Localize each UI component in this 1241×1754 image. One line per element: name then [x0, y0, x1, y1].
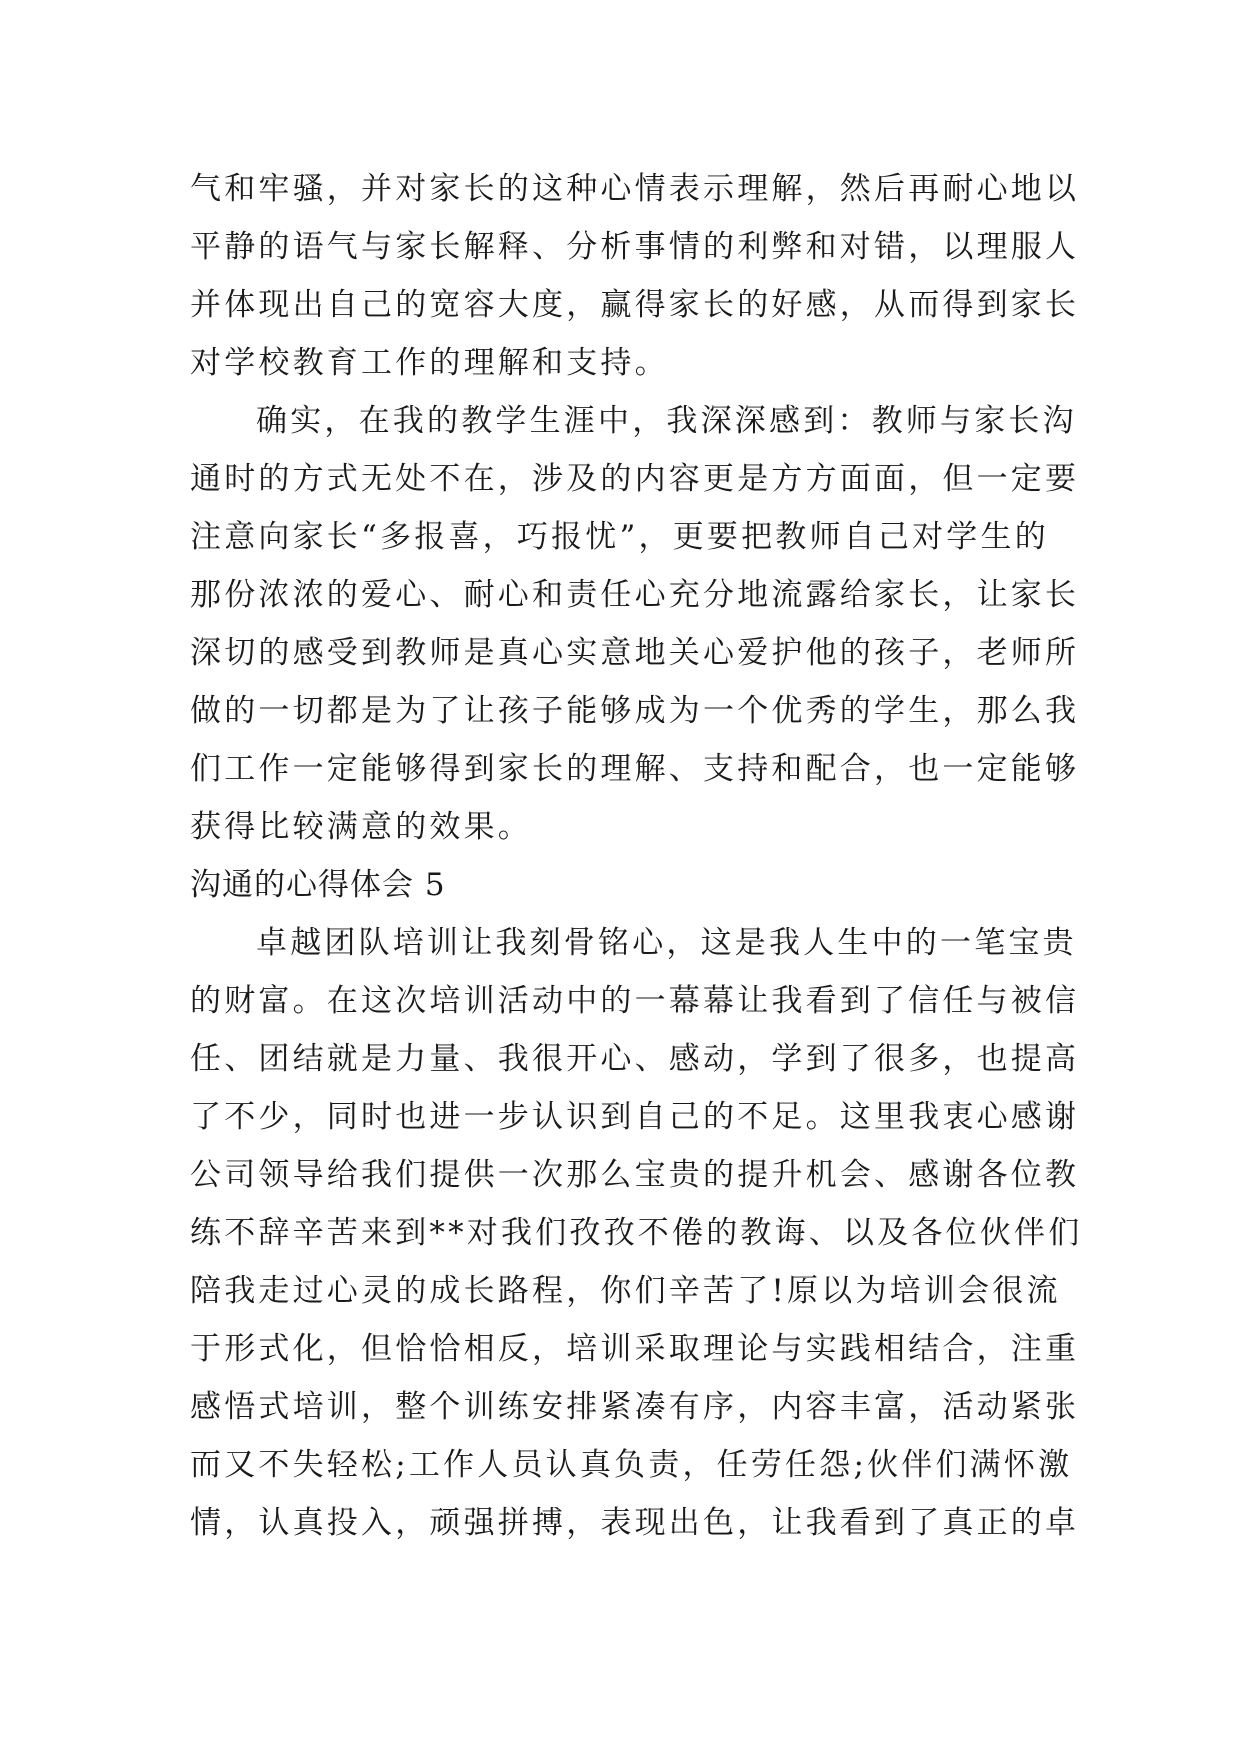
text-line: 任、团结就是力量、我很开心、感动，学到了很多，也提高	[190, 1041, 1080, 1077]
text-line: 那份浓浓的爱心、耐心和责任心充分地流露给家长，让家长	[190, 577, 1080, 613]
text-line: 确实，在我的教学生涯中，我深深感到：教师与家长沟	[256, 403, 1077, 439]
text-line: 注意向家长“多报喜，巧报忧”，更要把教师自己对学生的	[190, 519, 1049, 555]
text-line: 深切的感受到教师是真心实意地关心爱护他的孩子，老师所	[190, 635, 1080, 671]
text-line: 通时的方式无处不在，涉及的内容更是方方面面，但一定要	[190, 461, 1080, 497]
text-line: 情，认真投入，顽强拼搏，表现出色，让我看到了真正的卓	[190, 1505, 1080, 1541]
text-line: 而又不失轻松;工作人员认真负责，任劳任怨;伙伴们满怀激	[190, 1447, 1073, 1483]
document-page	[190, 160, 1083, 1552]
paragraph-1	[190, 160, 1080, 392]
text-line: 获得比较满意的效果。	[190, 809, 532, 845]
text-line: 对学校教育工作的理解和支持。	[190, 345, 669, 381]
text-line: 感悟式培训，整个训练安排紧凑有序，内容丰富，活动紧张	[190, 1389, 1080, 1425]
text-line: 了不少，同时也进一步认识到自己的不足。这里我衷心感谢	[190, 1099, 1080, 1135]
text-line: 平静的语气与家长解释、分析事情的利弊和对错，以理服人	[190, 229, 1080, 265]
text-line: 气和牢骚，并对家长的这种心情表示理解，然后再耐心地以	[190, 171, 1080, 207]
text-line: 练不辞辛苦来到**对我们孜孜不倦的教诲、以及各位伙伴们	[190, 1215, 1083, 1251]
text-line: 们工作一定能够得到家长的理解、支持和配合，也一定能够	[190, 751, 1080, 787]
text-line: 的财富。在这次培训活动中的一幕幕让我看到了信任与被信	[190, 983, 1080, 1019]
paragraph-3	[190, 914, 1083, 1552]
text-line: 于形式化，但恰恰相反，培训采取理论与实践相结合，注重	[190, 1331, 1080, 1367]
text-line: 卓越团队培训让我刻骨铭心，这是我人生中的一笔宝贵	[256, 925, 1077, 961]
text-line: 做的一切都是为了让孩子能够成为一个优秀的学生，那么我	[190, 693, 1080, 729]
section-heading: 沟通的心得体会 5	[190, 867, 446, 903]
text-line: 公司领导给我们提供一次那么宝贵的提升机会、感谢各位教	[190, 1157, 1080, 1193]
paragraph-2	[190, 392, 1080, 856]
text-line: 陪我走过心灵的成长路程，你们辛苦了!原以为培训会很流	[190, 1273, 1061, 1309]
text-line: 并体现出自己的宽容大度，赢得家长的好感，从而得到家长	[190, 287, 1080, 323]
